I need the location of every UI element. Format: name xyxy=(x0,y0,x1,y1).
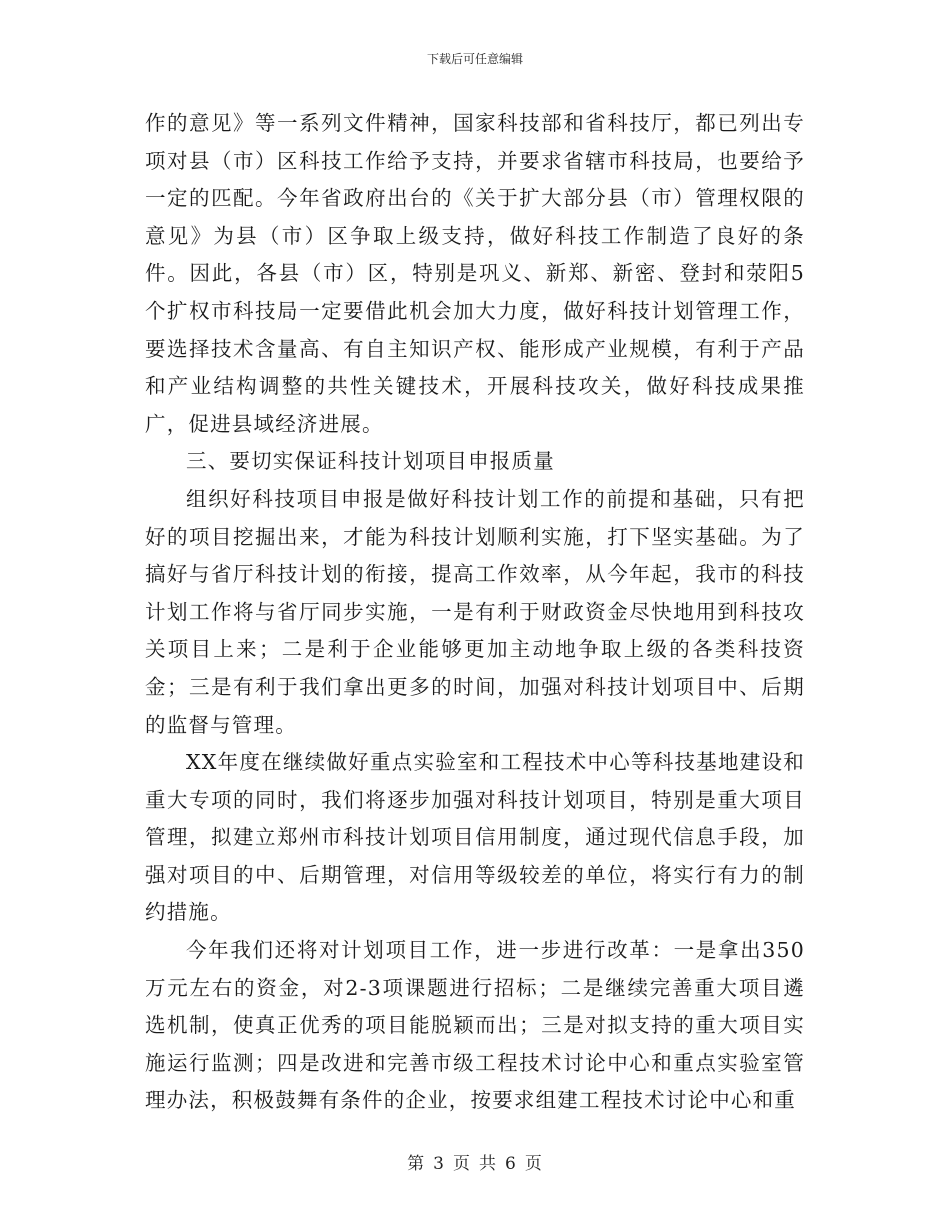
document-body xyxy=(145,105,805,1120)
footer-page-word: 页 xyxy=(453,1154,471,1174)
footer-page-number: 3 xyxy=(433,1154,445,1174)
paragraph: 组织好科技项目申报是做好科技计划工作的前提和基础，只有把好的项目挖掘出来，才能为科技计划顺利实施，打下坚实基础。为了搞好与省厅科技计划的衔接，提高工作效率，从今年起，我市的科技计划工作将与省厅同步实施，一是有利于财政资金尽快地用到科技攻关项目上来；二是利于企业能够更加主动地争取上级的各类科技资金；三是有利于我们拿出更多的时间，加强对科技计划项目中、后期的监督与管理。 xyxy=(145,486,805,737)
footer-total-pages: 6 xyxy=(505,1154,517,1174)
page-header: 下载后可任意编辑 xyxy=(426,52,523,66)
paragraph: XX年度在继续做好重点实验室和工程技术中心等科技基地建设和重大专项的同时，我们将逐步加强对科技计划项目，特别是重大项目管理，拟建立郑州市科技计划项目信用制度，通过现代信息手段，加强对项目的中、后期管理，对信用等级较差的单位，将实行有力的制约措施。 xyxy=(145,750,805,925)
section-heading: 三、要切实保证科技计划项目申报质量 xyxy=(186,449,555,474)
footer-prefix: 第 xyxy=(407,1154,426,1174)
paragraph-continuation: 作的意见》等一系列文件精神，国家科技部和省科技厅，都已列出专项对县（市）区科技工作给予支持，并要求省辖市科技局，也要给予一定的匹配。今年省政府出台的《关于扩大部分县（市）管理权限的意见》为县（市）区争取上级支持，做好科技工作制造了良好的条件。因此，各县（市）区，特别是巩义、新郑、新密、登封和荥阳5个扩权市科技局一定要借此机会加大力度，做好科技计划管理工作，要选择技术含量高、有自主知识产权、能形成产业规模，有利于产品和产业结构调整的共性关键技术，开展科技攻关，做好科技成果推广，促进县域经济进展。 xyxy=(145,111,805,436)
footer-suffix: 页 xyxy=(524,1154,543,1174)
page-footer xyxy=(0,1153,950,1175)
footer-total-word: 共 xyxy=(479,1154,497,1174)
paragraph: 今年我们还将对计划项目工作，进一步进行改革：一是拿出350万元左右的资金，对2-3项课题进行招标；二是继续完善重大项目遴选机制，使真正优秀的项目能脱颖而出；三是对拟支持的重大项目实施运行监测；四是改进和完善市级工程技术讨论中心和重点实验室管理办法，积极鼓舞有条件的企业，按要求组建工程技术讨论中心和重 xyxy=(145,938,805,1113)
